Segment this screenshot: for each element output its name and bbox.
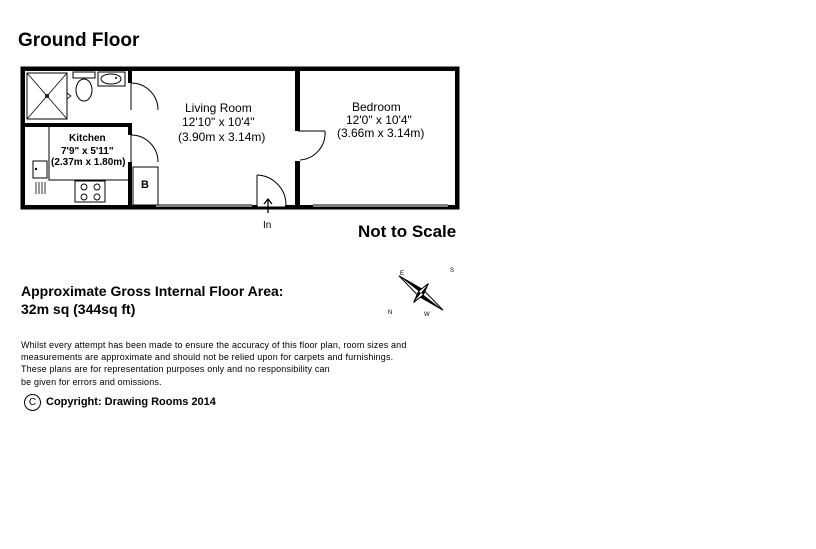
toilet-icon — [73, 72, 95, 101]
bedroom-metric: (3.66m x 3.14m) — [337, 126, 425, 140]
kitchen-door — [131, 135, 158, 162]
living-room-name: Living Room — [185, 101, 252, 115]
partition-wall — [295, 68, 300, 131]
outer-wall-right — [455, 67, 459, 209]
entrance-arrow-icon — [264, 199, 272, 213]
kitchen-imperial: 7'9" x 5'11" — [61, 146, 114, 157]
area-title: Approximate Gross Internal Floor Area: — [21, 283, 284, 299]
living-room-metric: (3.90m x 3.14m) — [178, 130, 266, 144]
bathroom-door — [131, 83, 158, 110]
copyright-icon: C — [24, 394, 41, 411]
entrance-label: In — [263, 220, 272, 231]
bedroom-name: Bedroom — [352, 100, 401, 114]
compass-e-label: E — [400, 271, 405, 277]
bedroom-door — [298, 131, 325, 160]
partition-wall-lower — [295, 161, 300, 207]
compass-w-label: W — [424, 312, 430, 318]
drainer-icon — [36, 182, 45, 194]
bedroom-imperial: 12'0" x 10'4" — [346, 113, 412, 127]
disclaimer-line: measurements are approximate and should not be relied upon for carpets and furnishings. — [21, 352, 394, 362]
boiler-label: B — [141, 179, 149, 191]
bathroom-wall — [22, 123, 132, 127]
living-room-imperial: 12'10" x 10'4" — [182, 115, 255, 129]
scale-note: Not to Scale — [358, 222, 457, 241]
bathroom-right-wall — [128, 68, 132, 83]
copyright-text: Copyright: Drawing Rooms 2014 — [46, 396, 216, 408]
shower-tray-icon — [27, 73, 71, 119]
basin-icon — [98, 72, 125, 86]
compass-s-label: S — [450, 268, 455, 274]
outer-wall-left — [21, 67, 25, 209]
outer-wall-top — [22, 67, 458, 71]
kitchen-metric: (2.37m x 1.80m) — [51, 157, 126, 168]
compass-n-label: N — [388, 310, 393, 316]
hob-icon — [75, 181, 105, 202]
kitchen-right-wall — [128, 127, 132, 135]
bottom-wall-left — [21, 205, 156, 209]
kitchen-wall-lower — [128, 162, 132, 207]
bottom-wall-mid — [252, 205, 257, 209]
disclaimer-line: These plans are for representation purposes only and no responsibility can — [21, 364, 330, 374]
kitchen-name: Kitchen — [69, 133, 106, 144]
disclaimer-line: be given for errors and omissions. — [21, 377, 162, 387]
area-value: 32m sq (344sq ft) — [21, 301, 136, 317]
disclaimer-line: Whilst every attempt has been made to ensure the accuracy of this floor plan, room sizes and — [21, 340, 407, 350]
bottom-wall-right — [448, 205, 458, 209]
entrance-door — [257, 175, 286, 207]
floor-title: Ground Floor — [18, 30, 140, 51]
